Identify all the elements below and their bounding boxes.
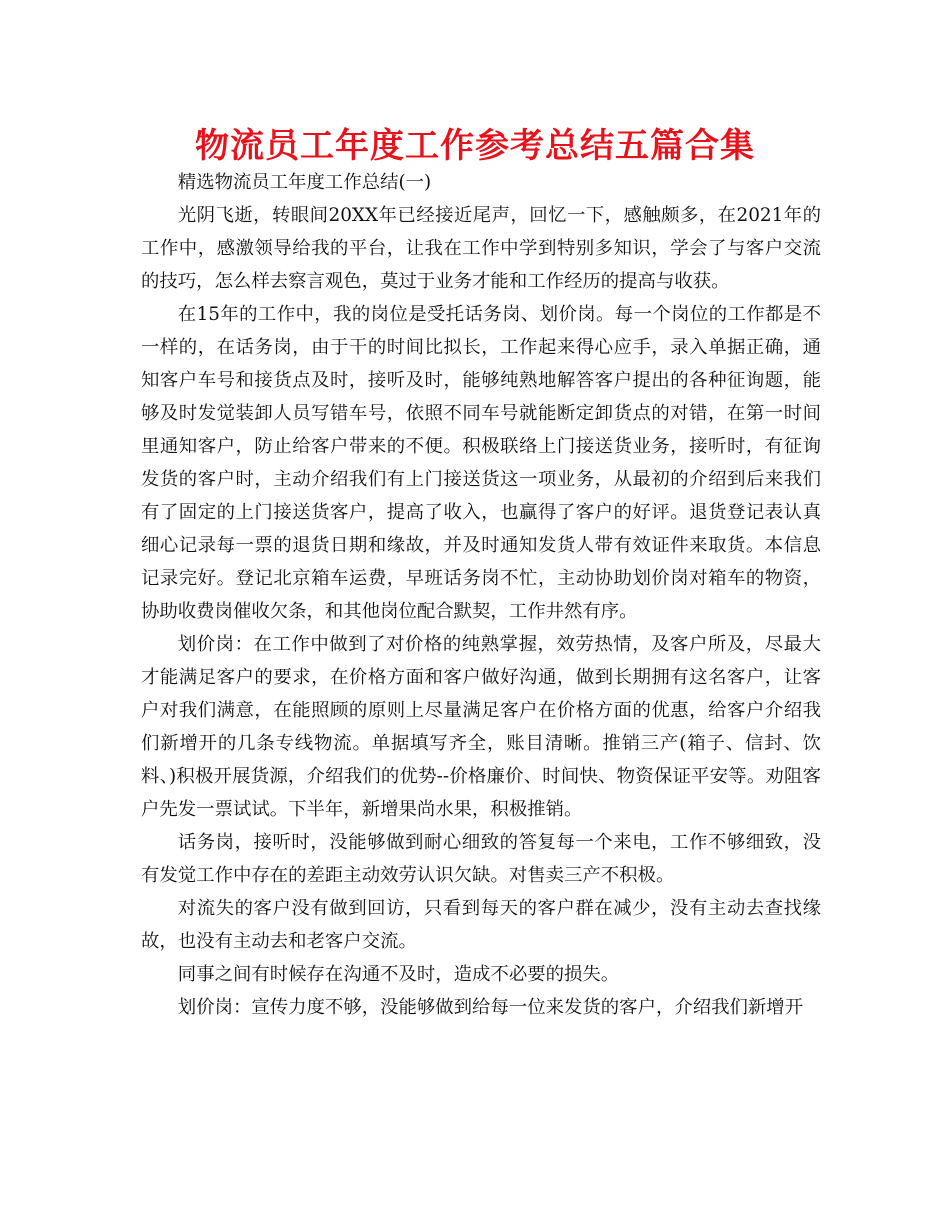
section-heading: 精选物流员工年度工作总结(一) — [177, 172, 432, 193]
document-body — [141, 166, 821, 1024]
body-paragraph: 对流失的客户没有做到回访，只看到每天的客户群在减少，没有主动去查找缘故，也没有主动去和老客户交流。 — [141, 898, 821, 952]
body-paragraph: 划价岗：在工作中做到了对价格的纯熟掌握，效劳热情，及客户所及，尽最大才能满足客户的要求，在价格方面和客户做好沟通，做到长期拥有这名客户，让客户对我们满意，在能照顾的原则上尽量满足客户在价格方面的优惠，给客户介绍我们新增开的几条专线物流。单据填写齐全，账目清晰。推销三产(箱子、信封、饮料、)积极开展货源，介绍我们的优势--价格廉价、时间快、物资保证平安等。劝阻客户先发一票试试。下半年，新增果尚水果，积极推销。 — [141, 634, 821, 820]
body-paragraph: 光阴飞逝，转眼间20XX年已经接近尾声，回忆一下，感触颇多，在2021年的工作中，感激领导给我的平台，让我在工作中学到特别多知识，学会了与客户交流的技巧，怎么样去察言观色，莫过于业务才能和工作经历的提高与收获。 — [141, 205, 821, 292]
body-paragraph: 话务岗，接听时，没能够做到耐心细致的答复每一个来电，工作不够细致，没有发觉工作中存在的差距主动效劳认识欠缺。对售卖三产不积极。 — [141, 832, 821, 886]
document-title: 物流员工年度工作参考总结五篇合集 — [195, 126, 755, 166]
body-paragraph: 划价岗：宣传力度不够，没能够做到给每一位来发货的客户，介绍我们新增开 — [177, 997, 804, 1018]
body-paragraph: 在15年的工作中，我的岗位是受托话务岗、划价岗。每一个岗位的工作都是不一样的，在话务岗，由于干的时间比拟长，工作起来得心应手，录入单据正确，通知客户车号和接货点及时，接听及时，能够纯熟地解答客户提出的各种征询题，能够及时发觉装卸人员写错车号，依照不同车号就能断定卸货点的对错，在第一时间里通知客户，防止给客户带来的不便。积极联络上门接送货业务，接听时，有征询发货的客户时，主动介绍我们有上门接送货这一项业务，从最初的介绍到后来我们有了固定的上门接送货客户，提高了收入，也赢得了客户的好评。退货登记表认真细心记录每一票的退货日期和缘故，并及时通知发货人带有效证件来取货。本信息记录完好。登记北京箱车运费，早班话务岗不忙，主动协助划价岗对箱车的物资，协助收费岗催收欠条，和其他岗位配合默契，工作井然有序。 — [141, 304, 821, 622]
body-paragraph: 同事之间有时候存在沟通不及时，造成不必要的损失。 — [177, 964, 620, 985]
